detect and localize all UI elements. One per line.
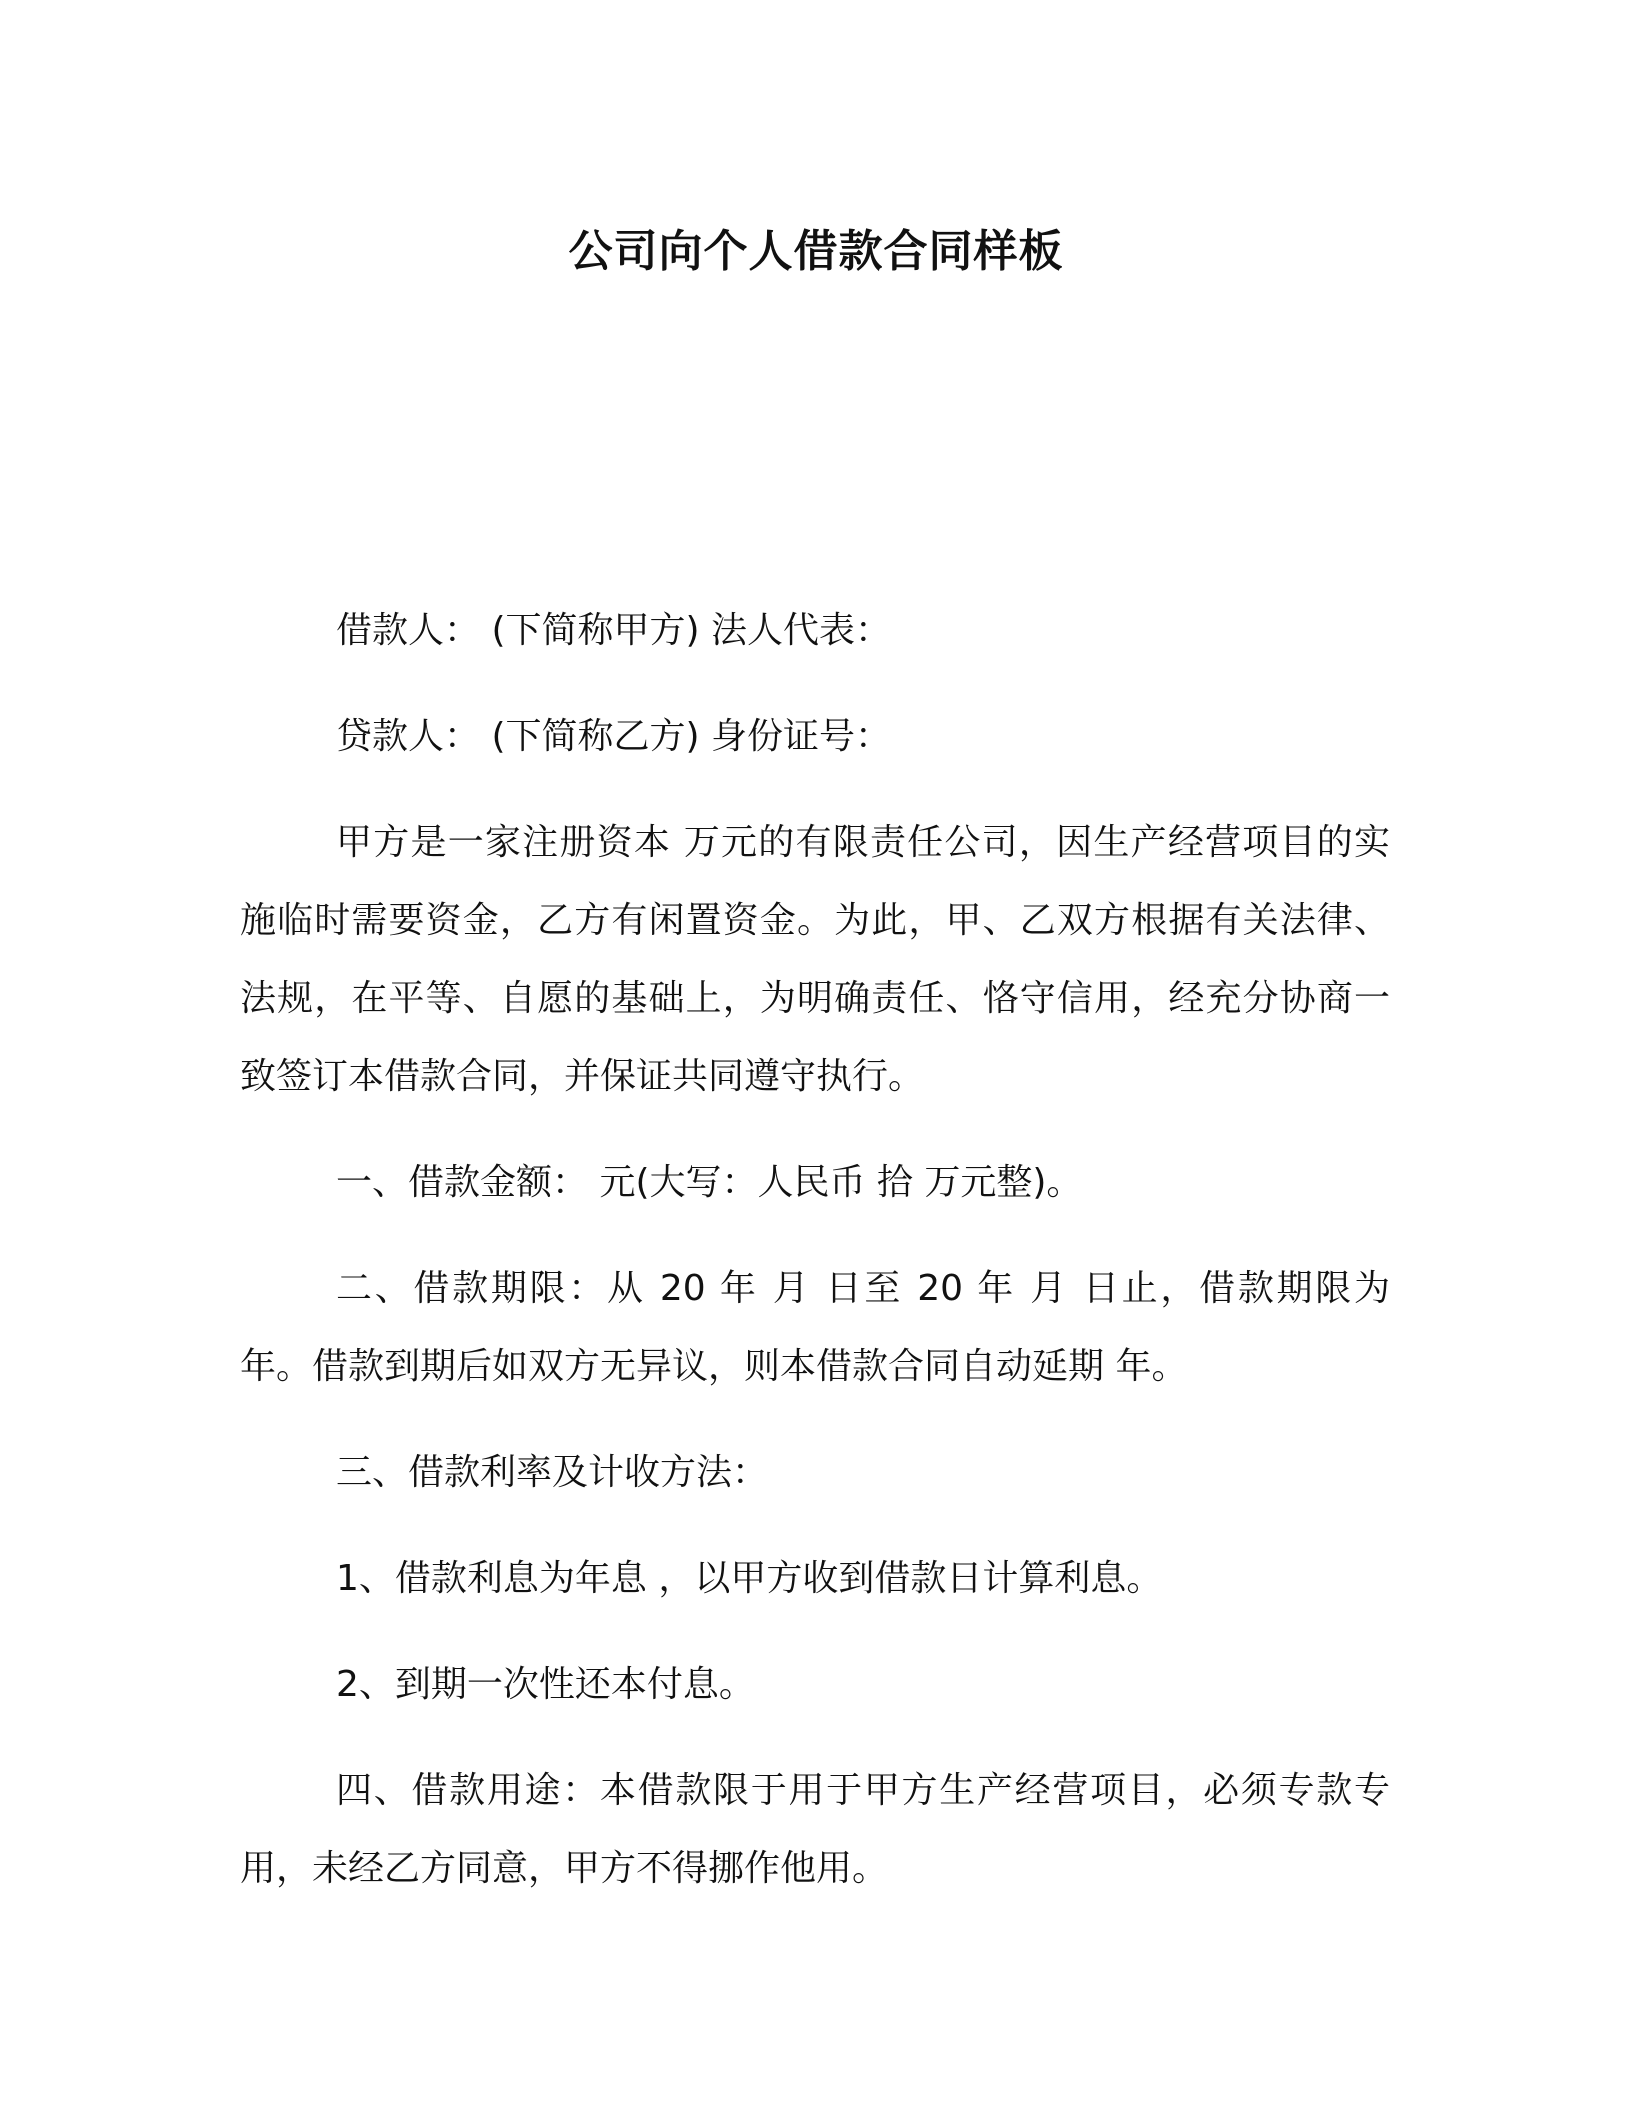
clause-interest-heading: 三、借款利率及计收方法：: [336, 1452, 769, 1493]
clause-interest-item-1: 1、借款利息为年息 ，以甲方收到借款日计算利息。: [336, 1558, 1163, 1599]
clause-loan-amount: 一、借款金额： 元(大写：人民币 拾 万元整)。: [336, 1162, 1083, 1203]
borrower-line: 借款人： (下简称甲方) 法人代表：: [336, 610, 891, 651]
clause-loan-term: 二、借款期限：从 20 年 月 日至 20 年 月 日止，借款期限为 年。借款到期后如双方无异议，则本借款合同自动延期 年。: [240, 1268, 1402, 1387]
document-title: 公司向个人借款合同样板: [568, 226, 1064, 277]
document-body: [240, 592, 1402, 1936]
clause-interest-item-2: 2、到期一次性还本付息。: [336, 1664, 755, 1705]
lender-line: 贷款人： (下简称乙方) 身份证号：: [336, 716, 891, 757]
clause-loan-purpose: 四、借款用途：本借款限于用于甲方生产经营项目，必须专款专用，未经乙方同意，甲方不得挪作他用。: [240, 1770, 1390, 1889]
preamble-paragraph: 甲方是一家注册资本 万元的有限责任公司，因生产经营项目的实施临时需要资金，乙方有闲置资金。为此，甲、乙双方根据有关法律、法规，在平等、自愿的基础上，为明确责任、恪守信用，经充分协商一致签订本借款合同，并保证共同遵守执行。: [240, 822, 1390, 1097]
